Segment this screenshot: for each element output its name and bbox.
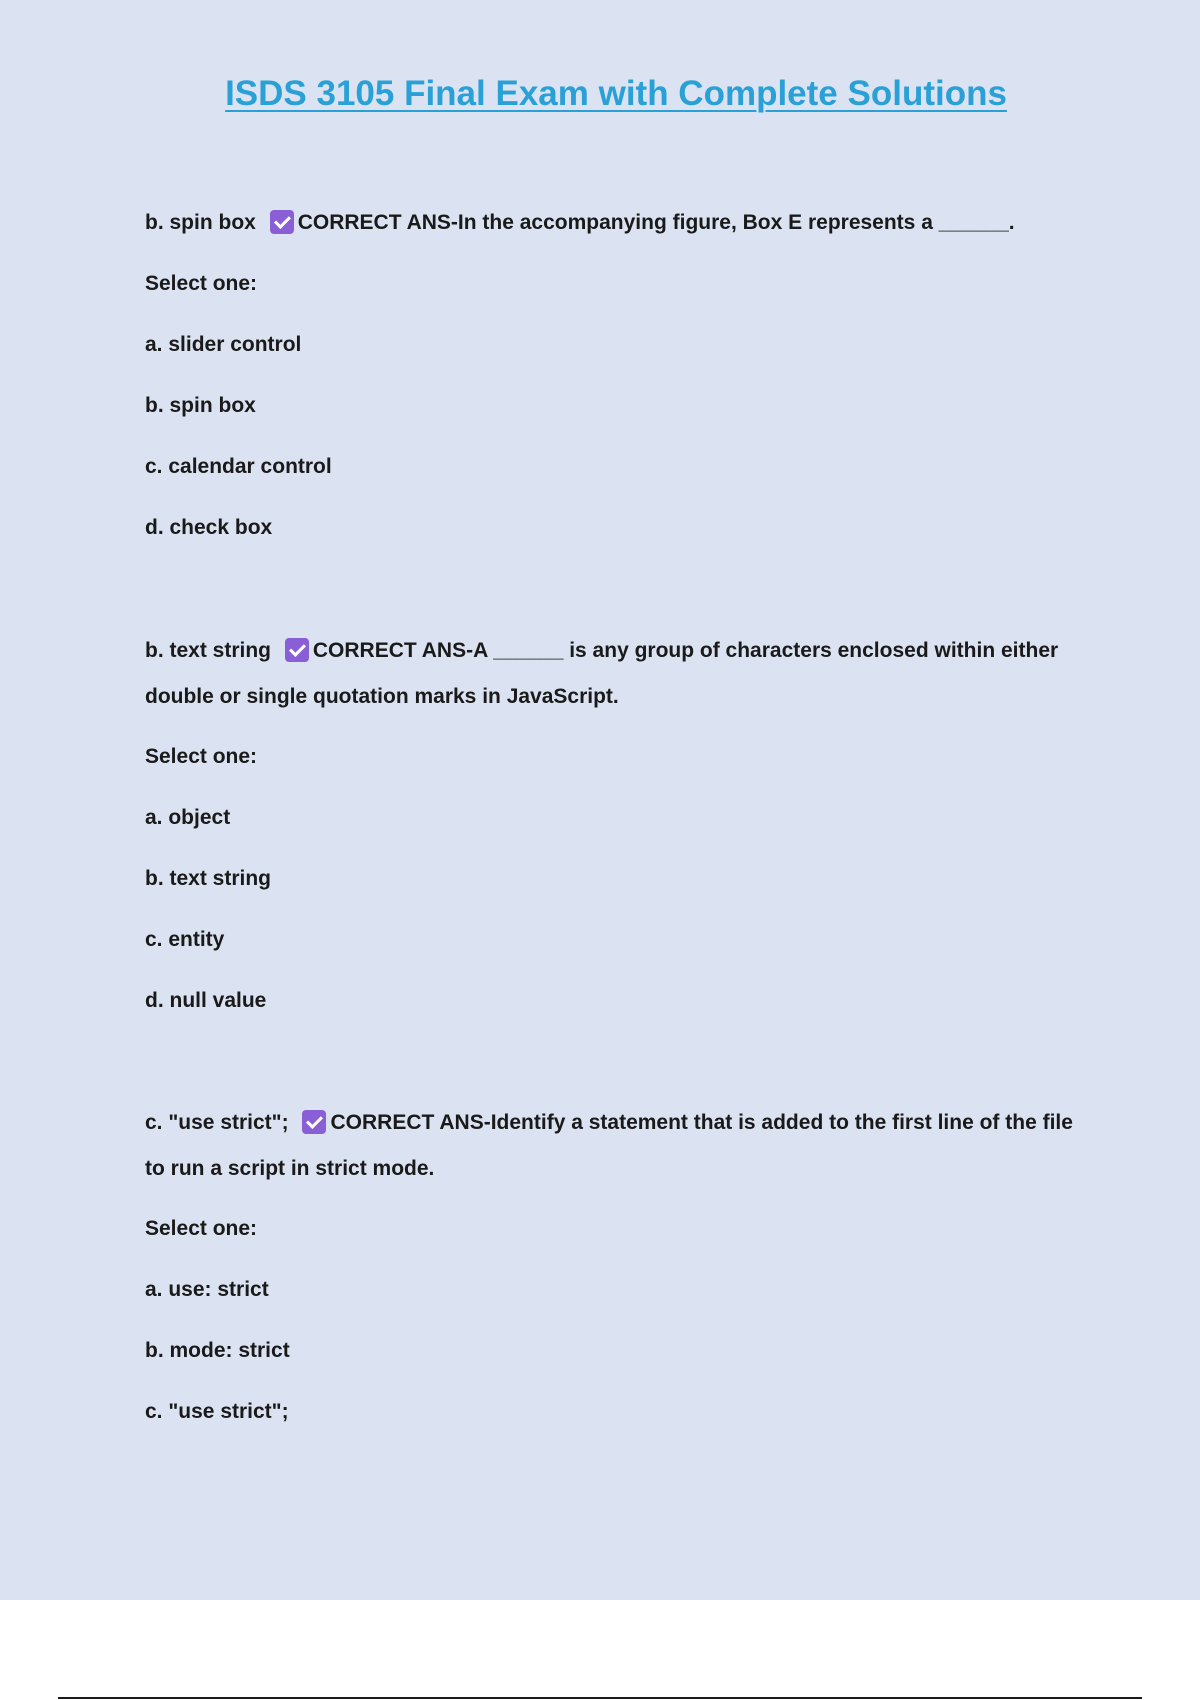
option-item: a. slider control [145, 333, 302, 356]
answer-marker: CORRECT ANS- [297, 211, 458, 234]
answer-text: c. "use strict"; [145, 1111, 289, 1134]
option-item: b. spin box [145, 394, 256, 417]
checkbox-checked-icon [285, 638, 309, 662]
option-item: b. text string [145, 867, 272, 890]
option-item: c. calendar control [145, 455, 332, 478]
question-block-1 [145, 200, 1085, 539]
checkbox-checked-icon [302, 1110, 326, 1134]
question-text: In the accompanying figure, Box E represents a ______. [457, 211, 1015, 234]
document-title: ISDS 3105 Final Exam with Complete Solutions [225, 74, 1007, 113]
option-item: b. mode: strict [145, 1339, 290, 1362]
answer-marker: CORRECT ANS- [312, 639, 474, 662]
answer-marker: CORRECT ANS- [330, 1111, 491, 1134]
select-label: Select one: [145, 1217, 258, 1240]
footer-divider [58, 1697, 1142, 1699]
option-item: a. use: strict [145, 1278, 269, 1301]
option-item: d. null value [145, 989, 267, 1012]
question-block-2 [145, 628, 1085, 1012]
question-block-3 [145, 1100, 1085, 1423]
option-item: c. "use strict"; [145, 1400, 289, 1423]
answer-text: b. spin box [145, 211, 256, 234]
option-item: c. entity [145, 928, 225, 951]
question-text: Identify a statement that is added to the first line of the file to run a script in strict mode. [145, 1111, 1073, 1180]
checkbox-checked-icon [270, 210, 294, 234]
question-line [145, 628, 1085, 720]
option-item: a. object [145, 806, 231, 829]
question-line [145, 200, 1085, 246]
question-line [145, 1100, 1085, 1192]
option-item: d. check box [145, 516, 273, 539]
answer-text: b. text string [145, 639, 272, 662]
select-label: Select one: [145, 272, 258, 295]
question-text: A ______ is any group of characters enclosed within either double or single quotation marks in JavaScript. [145, 639, 1059, 708]
select-label: Select one: [145, 745, 258, 768]
